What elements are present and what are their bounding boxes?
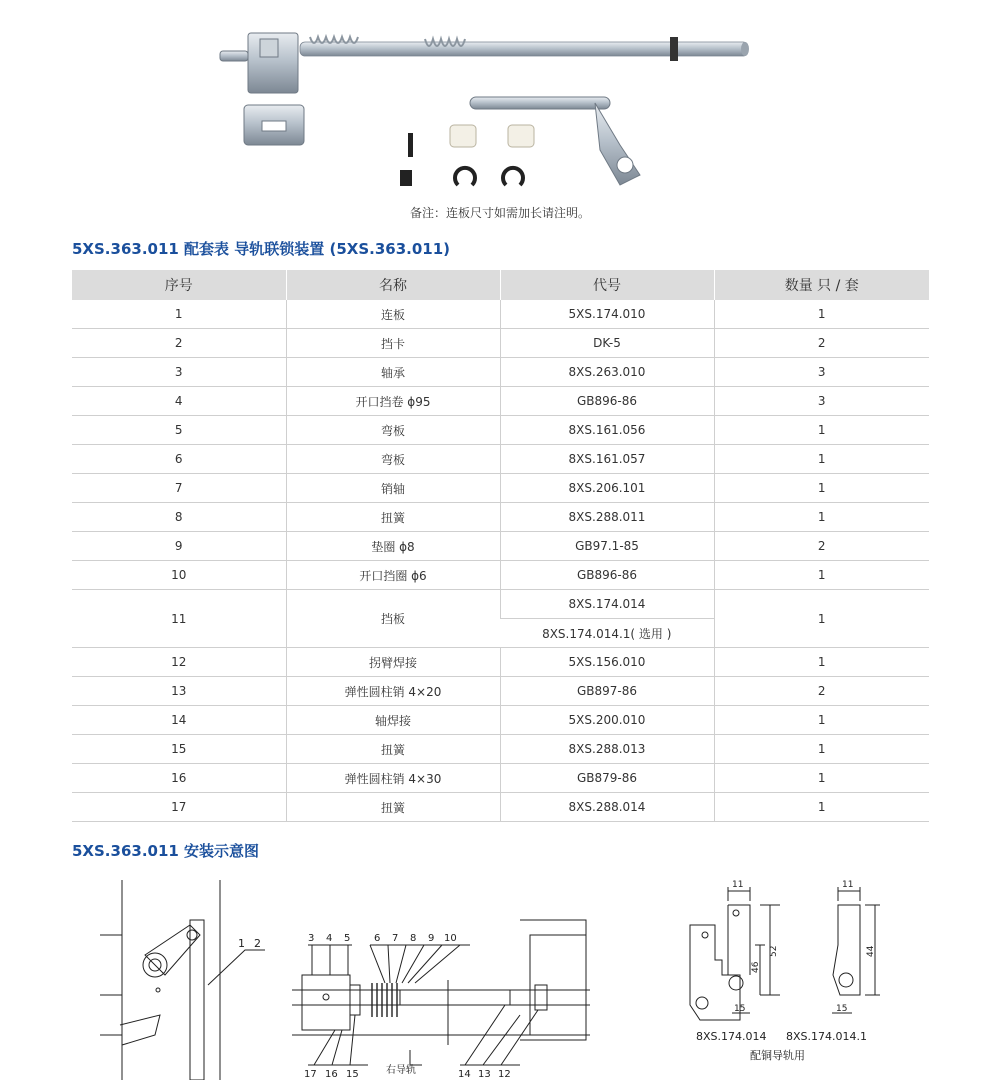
label-2: 2 — [254, 937, 261, 950]
table-header-row — [72, 270, 929, 300]
table-row — [72, 706, 929, 735]
table-row — [72, 300, 929, 329]
cell-code: 8XS.263.010 — [500, 358, 714, 387]
table-row — [72, 735, 929, 764]
cell-qty: 1 — [714, 706, 929, 735]
cell-name: 扭簧 — [286, 503, 500, 532]
cell-qty: 3 — [714, 358, 929, 387]
product-photo — [200, 25, 760, 200]
cell-code: 8XS.288.013 — [500, 735, 714, 764]
table-row — [72, 474, 929, 503]
cell-code: 5XS.200.010 — [500, 706, 714, 735]
cell-code: 8XS.161.057 — [500, 445, 714, 474]
table-row — [72, 793, 929, 822]
table-row — [72, 532, 929, 561]
label-7: 7 — [392, 933, 399, 944]
dim-b-width: 11 — [842, 880, 854, 890]
cell-name: 扭簧 — [286, 735, 500, 764]
dim-a-width: 11 — [732, 880, 744, 890]
cell-name: 销轴 — [286, 474, 500, 503]
cell-qty: 1 — [714, 764, 929, 793]
cell-no: 1 — [72, 300, 286, 329]
cell-no: 10 — [72, 561, 286, 590]
cell-code: GB896-86 — [500, 387, 714, 416]
cell-no: 7 — [72, 474, 286, 503]
cell-qty: 1 — [714, 474, 929, 503]
cell-no: 4 — [72, 387, 286, 416]
cell-code: 8XS.288.014 — [500, 793, 714, 822]
label-17: 17 — [304, 1069, 317, 1080]
table-row — [72, 387, 929, 416]
cell-no: 3 — [72, 358, 286, 387]
label-9: 9 — [428, 933, 435, 944]
label-12: 12 — [498, 1069, 511, 1080]
cell-no: 15 — [72, 735, 286, 764]
cell-no: 2 — [72, 329, 286, 358]
cell-qty: 1 — [714, 300, 929, 329]
cell-qty: 3 — [714, 387, 929, 416]
label-10: 10 — [444, 933, 457, 944]
cell-code: GB897-86 — [500, 677, 714, 706]
dim-a-width2: 15 — [734, 1004, 746, 1014]
photo-note: 备注：连板尺寸如需加长请注明。 — [409, 206, 590, 220]
install-title: 5XS.363.011 安装示意图 — [72, 842, 260, 860]
cell-code: 8XS.206.101 — [500, 474, 714, 503]
cell-name: 挡板 — [286, 590, 500, 648]
rail-label: 右导轨 — [386, 1065, 416, 1076]
dim-a-h2: 52 — [769, 945, 779, 957]
cell-code-optional: 8XS.174.014.1( 选用 ) — [500, 619, 714, 648]
label-6: 6 — [374, 933, 381, 944]
cell-no: 12 — [72, 648, 286, 677]
table-row — [72, 648, 929, 677]
cell-name: 弯板 — [286, 416, 500, 445]
label-4: 4 — [326, 933, 333, 944]
label-13: 13 — [478, 1069, 491, 1080]
cell-no: 16 — [72, 764, 286, 793]
cell-name: 轴承 — [286, 358, 500, 387]
dim-b-width2: 15 — [836, 1004, 848, 1014]
cell-name: 开口挡圈 ϕ6 — [286, 561, 500, 590]
cell-qty: 1 — [714, 503, 929, 532]
cell-no: 11 — [72, 590, 286, 648]
cell-qty: 1 — [714, 416, 929, 445]
cell-qty: 2 — [714, 329, 929, 358]
cell-no: 6 — [72, 445, 286, 474]
label-1: 1 — [238, 937, 245, 950]
cell-name: 弹性圆柱销 4×30 — [286, 764, 500, 793]
cell-name: 扭簧 — [286, 793, 500, 822]
part-b-label: 8XS.174.014.1 — [786, 1030, 867, 1043]
cell-code: GB896-86 — [500, 561, 714, 590]
cell-qty: 1 — [714, 590, 929, 648]
cell-qty: 1 — [714, 561, 929, 590]
table-row — [72, 561, 929, 590]
cell-no: 17 — [72, 793, 286, 822]
dim-b-h: 44 — [866, 945, 876, 957]
diagram-caption: 配铜导轨用 — [750, 1049, 805, 1062]
label-15: 15 — [346, 1069, 359, 1080]
cell-no: 5 — [72, 416, 286, 445]
parts-table — [72, 270, 929, 822]
cell-no: 9 — [72, 532, 286, 561]
label-16: 16 — [325, 1069, 338, 1080]
cell-qty: 2 — [714, 532, 929, 561]
dim-a-h1: 46 — [751, 961, 761, 973]
table-title: 5XS.363.011 配套表 导轨联锁装置 (5XS.363.011) — [72, 240, 451, 258]
cell-qty: 2 — [714, 677, 929, 706]
cell-no: 8 — [72, 503, 286, 532]
table-row — [72, 590, 929, 619]
label-3: 3 — [308, 933, 315, 944]
table-row — [72, 445, 929, 474]
cell-qty: 1 — [714, 445, 929, 474]
cell-name: 挡卡 — [286, 329, 500, 358]
cell-code: DK-5 — [500, 329, 714, 358]
label-5: 5 — [344, 933, 351, 944]
header-qty: 数量 只 / 套 — [714, 270, 929, 300]
label-8: 8 — [410, 933, 417, 944]
header-code: 代号 — [500, 270, 714, 300]
cell-code: GB97.1-85 — [500, 532, 714, 561]
part-a-label: 8XS.174.014 — [696, 1030, 767, 1043]
cell-no: 14 — [72, 706, 286, 735]
cell-code: 5XS.156.010 — [500, 648, 714, 677]
cell-name: 弹性圆柱销 4×20 — [286, 677, 500, 706]
cell-qty: 1 — [714, 648, 929, 677]
cell-name: 轴焊接 — [286, 706, 500, 735]
cell-qty: 1 — [714, 793, 929, 822]
cell-code: 5XS.174.010 — [500, 300, 714, 329]
table-row — [72, 416, 929, 445]
table-row — [72, 764, 929, 793]
table-row — [72, 503, 929, 532]
installation-diagram — [60, 865, 960, 1080]
label-14: 14 — [458, 1069, 471, 1080]
cell-name: 垫圈 ϕ8 — [286, 532, 500, 561]
cell-name: 拐臂焊接 — [286, 648, 500, 677]
cell-name: 开口挡卷 ϕ95 — [286, 387, 500, 416]
table-row — [72, 329, 929, 358]
cell-no: 13 — [72, 677, 286, 706]
table-row — [72, 358, 929, 387]
cell-code: 8XS.288.011 — [500, 503, 714, 532]
header-name: 名称 — [286, 270, 500, 300]
cell-code: 8XS.161.056 — [500, 416, 714, 445]
cell-code: 8XS.174.014 — [500, 590, 714, 619]
cell-name: 弯板 — [286, 445, 500, 474]
cell-code: GB879-86 — [500, 764, 714, 793]
table-row — [72, 677, 929, 706]
cell-name: 连板 — [286, 300, 500, 329]
cell-qty: 1 — [714, 735, 929, 764]
header-no: 序号 — [72, 270, 286, 300]
